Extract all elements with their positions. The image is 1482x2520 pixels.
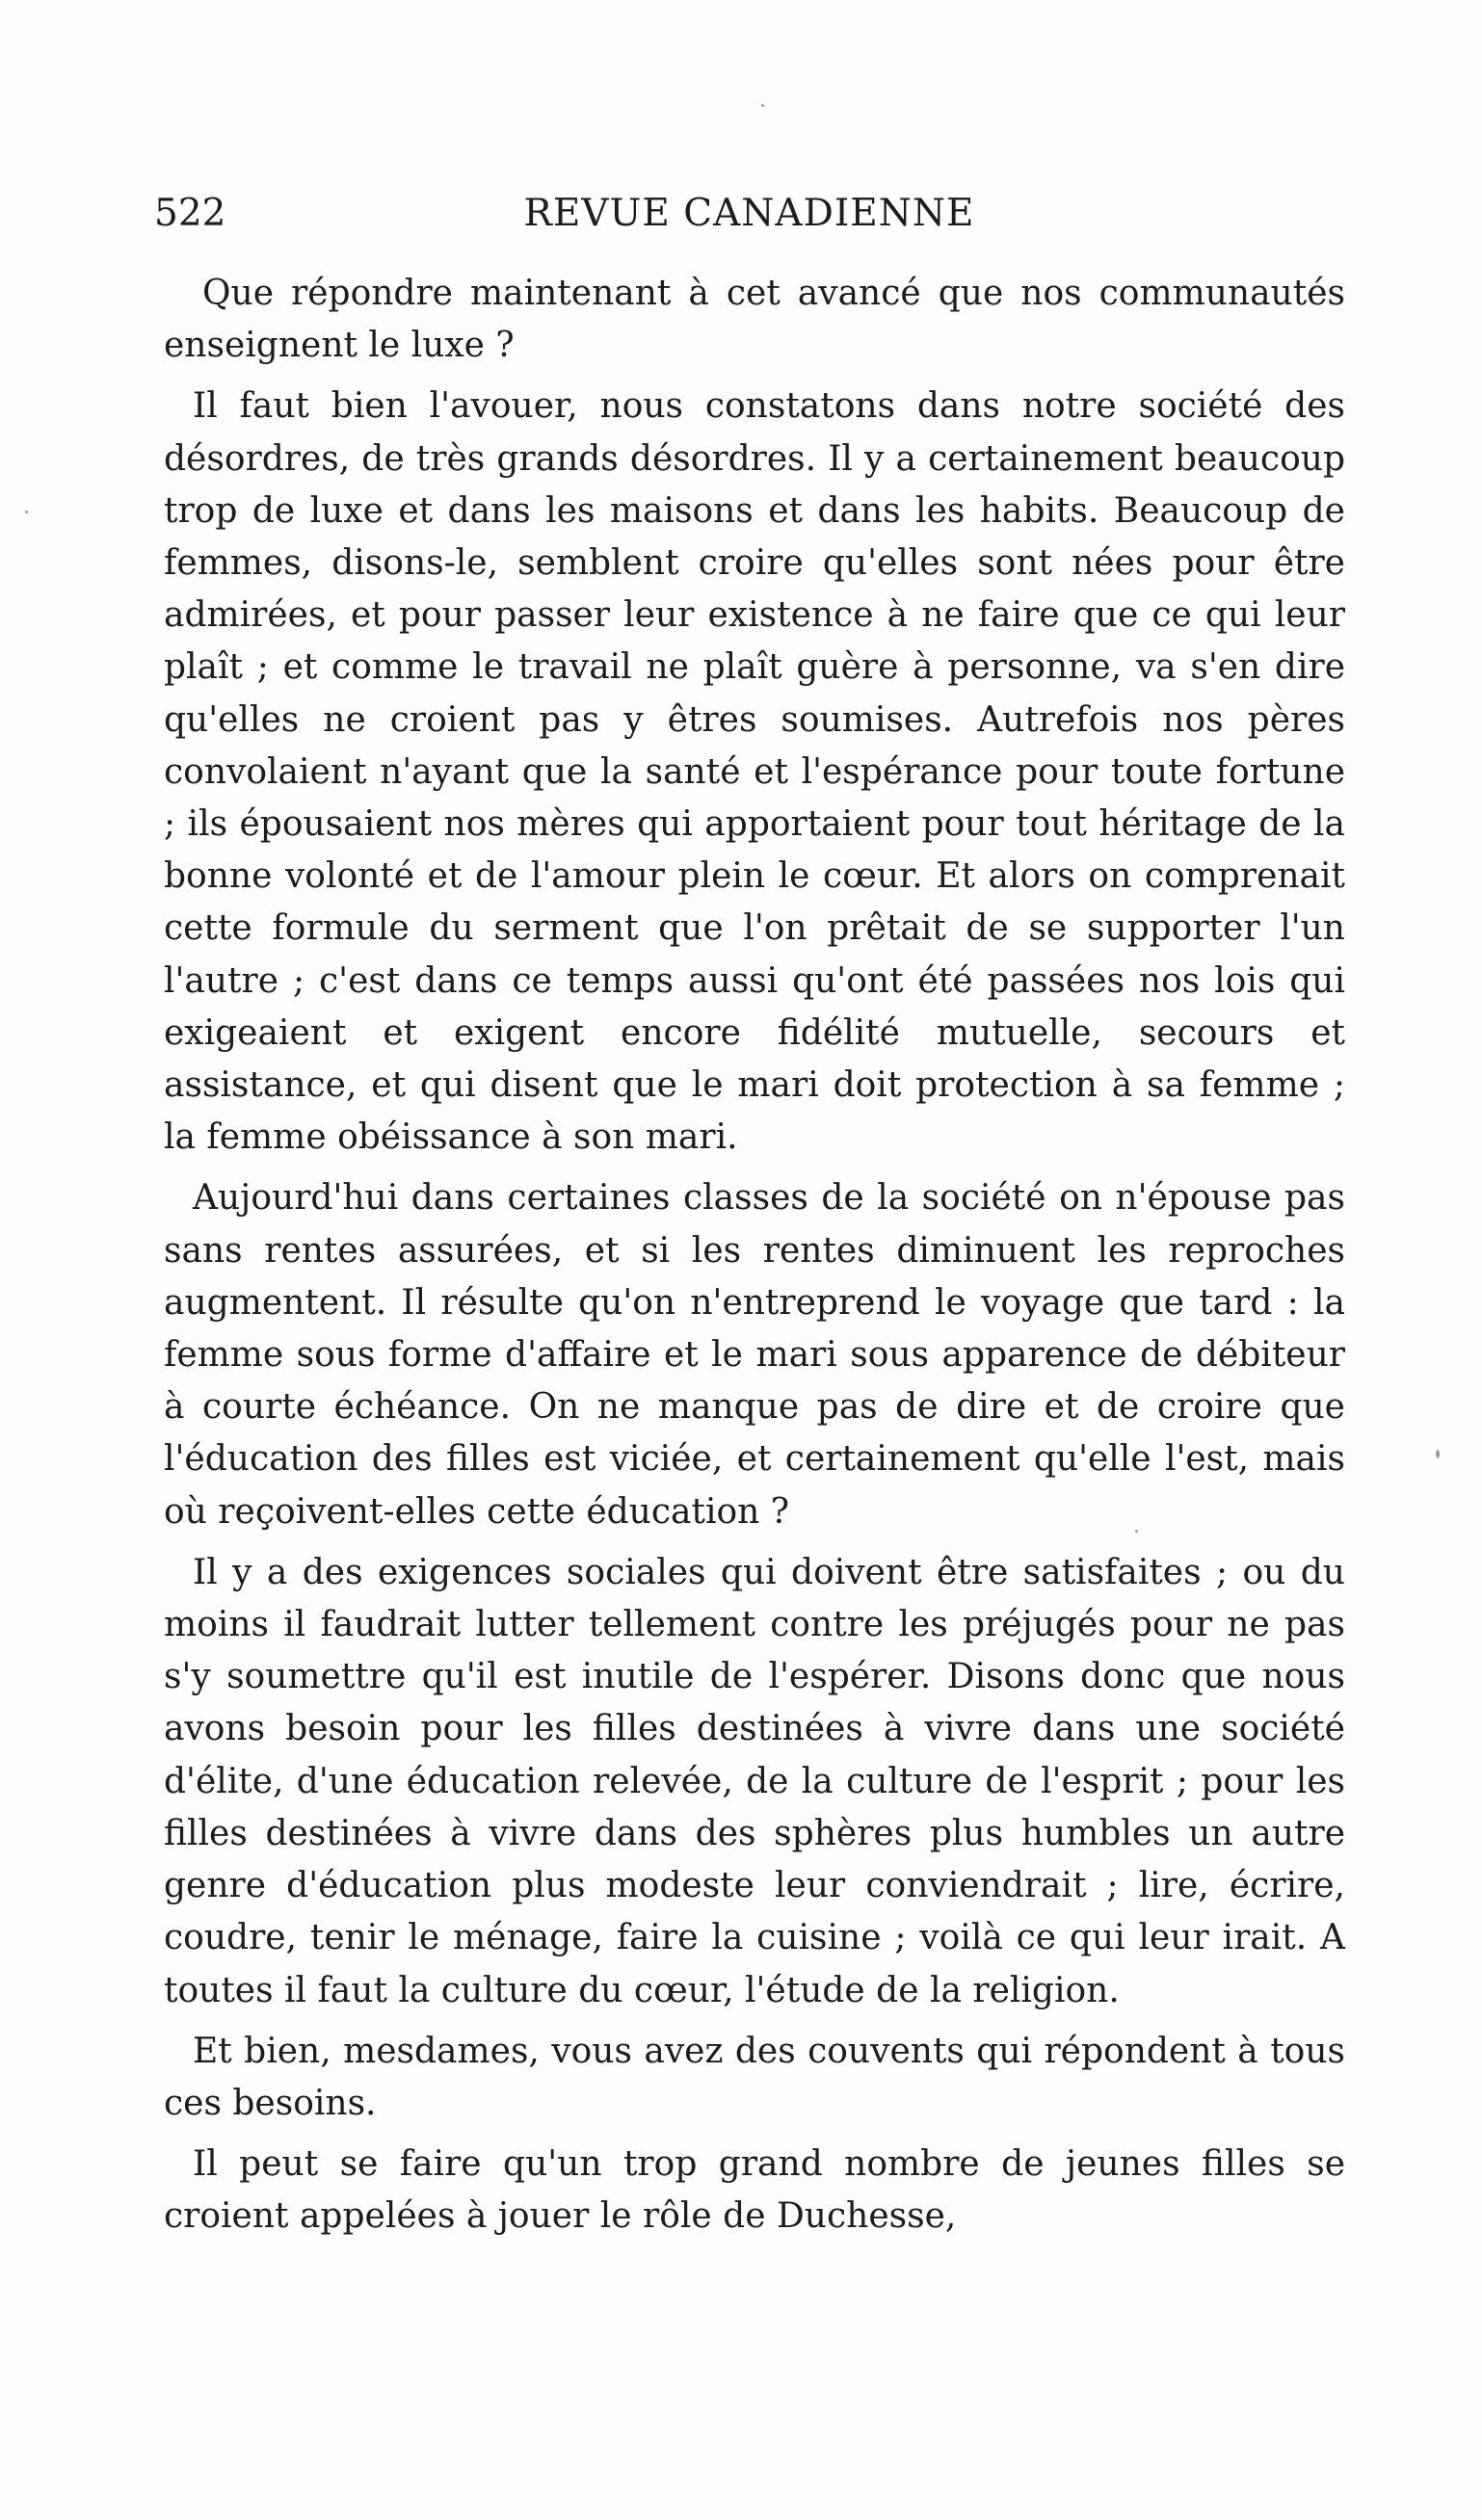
paragraph: Que répondre maintenant à cet avancé que nos communautés enseignent le luxe ?	[164, 274, 1345, 366]
scan-speck	[761, 104, 764, 107]
paragraph: Il y a des exigences sociales qui doivent être satisfaites ; ou du moins il faudrait lutter tellement contre les préjugés pour ne pas s'y soumettre qu'il est inutile de l'espérer. Disons donc que nous avons besoin pour les filles destinées à vivre dans une société d'élite, d'une éducation relevée, de la culture de l'esprit ; pour les filles destinées à vivre dans des sphères plus humbles un autre genre d'éducation plus modeste leur conviendrait ; lire, écrire, coudre, tenir le ménage, faire la cuisine ; voilà ce qui leur irait. A toutes il faut la culture du cœur, l'étude de la religion.	[164, 1552, 1345, 2010]
paragraph: Et bien, mesdames, vous avez des couvents qui répondent à tous ces besoins.	[164, 2031, 1345, 2123]
paragraph: Il peut se faire qu'un trop grand nombre de jeunes filles se croient appelées à jouer le rôle de Duchesse,	[164, 2144, 1345, 2237]
running-head	[154, 185, 1344, 243]
scan-speck	[25, 511, 28, 513]
paragraph: Aujourd'hui dans certaines classes de la société on n'épouse pas sans rentes assurées, et si les rentes diminuent les reproches augmentent. Il résulte qu'on n'entreprend le voyage que tard : la femme sous forme d'affaire et le mari sous apparence de débiteur à courte échéance. On ne manque pas de dire et de croire que l'éducation des filles est viciée, et certainement qu'elle l'est, mais où reçoivent-elles cette éducation ?	[164, 1178, 1345, 1532]
journal-title: REVUE CANADIENNE	[523, 192, 975, 235]
body-text	[164, 268, 1345, 2252]
paragraph: Il faut bien l'avouer, nous constatons dans notre société des désordres, de très grands désordres. Il y a certainement beaucoup trop de luxe et dans les maisons et dans les habits. Beaucoup de femmes, disons-le, semblent croire qu'elles sont nées pour être admirées, et pour passer leur existence à ne faire que ce qui leur plaît ; et comme le travail ne plaît guère à personne, va s'en dire qu'elles ne croient pas y êtres soumises. Autrefois nos pères convolaient n'ayant que la santé et l'espérance pour toute fortune ; ils épousaient nos mères qui apportaient pour tout héritage de la bonne volonté et de l'amour plein le cœur. Et alors on comprenait cette formule du serment que l'on prêtait de se supporter l'un l'autre ; c'est dans ce temps aussi qu'ont été passées nos lois qui exigeaient et exigent encore fidélité mutuelle, secours et assistance, et qui disent que le mari doit protection à sa femme ; la femme obéissance à son mari.	[164, 386, 1345, 1158]
page-number: 522	[154, 192, 226, 235]
scan-speck	[1135, 1530, 1138, 1533]
scan-speck	[1436, 1450, 1440, 1458]
